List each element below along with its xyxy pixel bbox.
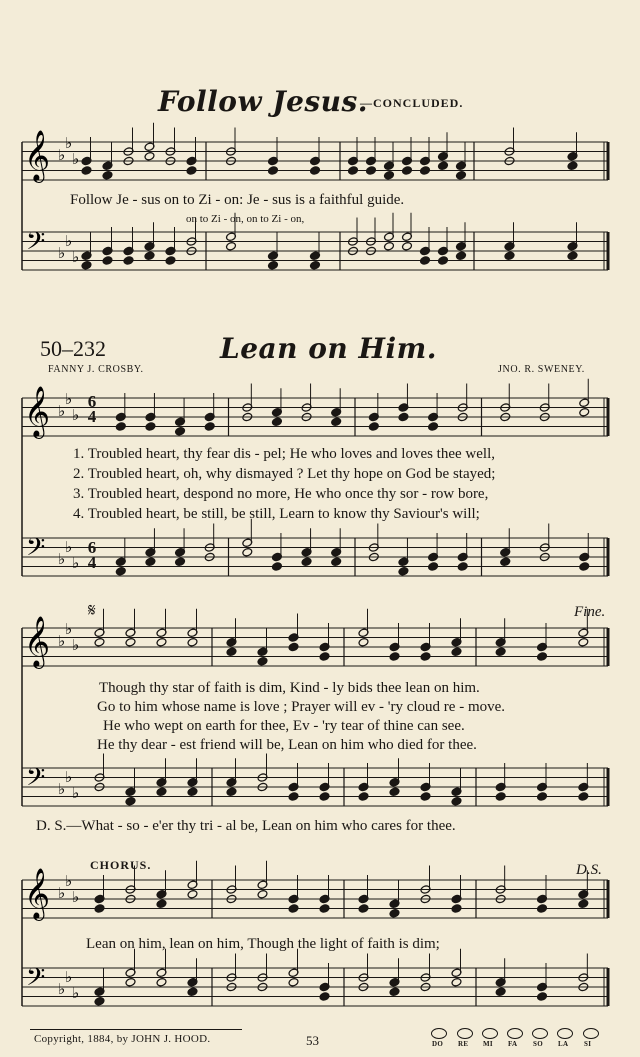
note-head [144, 251, 155, 261]
note-head [156, 977, 167, 987]
flat-sign-icon: ♭ [72, 984, 80, 1002]
note-head [537, 992, 548, 1002]
note-head [537, 792, 548, 802]
verse-line-3: 3. Troubled heart, despond no more, He who once thy sor - row bore, [73, 486, 489, 502]
treble-clef-icon: 𝄞 [24, 386, 51, 437]
verse3-line-2: Go to him whose name is love ; Prayer will ev - 'ry cloud re - move. [97, 699, 506, 715]
solfege-label-si: SI [584, 1040, 592, 1048]
note-head [451, 977, 462, 987]
solfege-label-fa: FA [508, 1040, 518, 1048]
note-head [402, 166, 413, 176]
note-head [115, 566, 126, 576]
hymn-title-lean-on-him: Lean on Him. [220, 332, 437, 365]
flat-sign-icon: ♭ [58, 980, 66, 998]
note-head [579, 562, 590, 572]
flat-sign-icon: ♭ [58, 884, 66, 902]
note-head [438, 256, 449, 266]
note-head [578, 792, 589, 802]
note-head [456, 251, 467, 261]
note-head [319, 652, 330, 662]
note-head [288, 792, 299, 802]
treble-clef-icon: 𝄞 [24, 130, 51, 181]
chorus-lyric: Lean on him, lean on him, Though the light of faith is dim; [86, 936, 440, 952]
note-head [94, 996, 105, 1006]
page-number: 53 [306, 1033, 319, 1048]
note-head [358, 904, 369, 914]
note-head [301, 557, 312, 567]
note-head [115, 422, 126, 432]
note-head [156, 787, 167, 797]
bass-clef-icon: 𝄢 [26, 227, 46, 262]
note-head [389, 787, 400, 797]
note-head [125, 796, 136, 806]
lyric-follow-jesus-echo: on to Zi - on, on to Zi - on, [186, 213, 305, 225]
verse3-line-1: Though thy star of faith is dim, Kind - ly bids thee lean on him. [99, 680, 480, 696]
note-head [420, 792, 431, 802]
note-head [384, 241, 395, 251]
note-head [144, 151, 155, 161]
note-head [288, 977, 299, 987]
note-head [428, 562, 439, 572]
note-head [187, 787, 198, 797]
flat-sign-icon: ♭ [58, 550, 66, 568]
note-head [288, 904, 299, 914]
note-head [319, 792, 330, 802]
copyright-notice: Copyright, 1884, by JOHN J. HOOD. [34, 1033, 211, 1045]
note-head [319, 904, 330, 914]
note-head [438, 161, 449, 171]
note-head [94, 637, 105, 647]
note-head [187, 987, 198, 997]
note-head [145, 422, 156, 432]
composer-credit: JNO. R. SWENEY. [498, 364, 585, 375]
flat-sign-icon: ♭ [65, 232, 73, 250]
note-head [366, 166, 377, 176]
note-head [537, 652, 548, 662]
note-head [226, 787, 237, 797]
note-head [500, 557, 511, 567]
hymn-title-follow-jesus: Follow Jesus. [158, 85, 369, 118]
flat-sign-icon: ♭ [72, 888, 80, 906]
note-head [348, 166, 359, 176]
treble-clef-icon: 𝄞 [24, 868, 51, 919]
chorus-label: CHORUS. [90, 858, 152, 872]
note-head [310, 260, 321, 270]
note-head [175, 557, 186, 567]
flat-sign-icon: ♭ [72, 248, 80, 266]
flat-sign-icon: ♭ [72, 554, 80, 572]
note-head [398, 412, 409, 422]
ds-lyric-line: D. S.—What - so - e'er thy tri - al be, Lean on him who cares for thee. [36, 818, 456, 834]
hymn-number: 50–232 [40, 336, 106, 361]
note-head [451, 904, 462, 914]
bass-clef-icon: 𝄢 [26, 763, 46, 798]
note-head [331, 557, 342, 567]
note-head [175, 426, 186, 436]
note-head [310, 166, 321, 176]
note-head [94, 904, 105, 914]
flat-sign-icon: ♭ [65, 968, 73, 986]
fine-marker: Fine. [574, 604, 606, 620]
note-head [389, 908, 400, 918]
note-head [331, 417, 342, 427]
verse3-line-4: He thy dear - est friend will be, Lean on him who died for thee. [97, 737, 477, 753]
note-head [257, 656, 268, 666]
segno-sign: 𝄋 [88, 600, 96, 620]
flat-sign-icon: ♭ [65, 768, 73, 786]
bass-clef-icon: 𝄢 [26, 963, 46, 998]
solfege-label-do: DO [432, 1040, 444, 1048]
note-head [402, 241, 413, 251]
flat-sign-icon: ♭ [58, 146, 66, 164]
flat-sign-icon: ♭ [72, 784, 80, 802]
note-head [428, 422, 439, 432]
note-head [578, 899, 589, 909]
note-head [495, 987, 506, 997]
note-head [537, 904, 548, 914]
note-head [156, 899, 167, 909]
flat-sign-icon: ♭ [72, 636, 80, 654]
verse-line-2: 2. Troubled heart, oh, why dismayed ? Let thy hope on God be stayed; [73, 466, 496, 482]
note-head [451, 647, 462, 657]
note-head [389, 987, 400, 997]
note-head [242, 547, 253, 557]
time-signature-treble: 6 4 [87, 392, 97, 426]
note-head [578, 637, 589, 647]
flat-sign-icon: ♭ [65, 538, 73, 556]
lyric-follow-jesus-main: Follow Je - sus on to Zi - on: Je - sus is a faithful guide. [70, 192, 405, 208]
flat-sign-icon: ♭ [58, 780, 66, 798]
note-head [204, 422, 215, 432]
note-head [319, 992, 330, 1002]
note-head [165, 256, 176, 266]
note-head [567, 251, 578, 261]
note-head [257, 889, 268, 899]
solfege-label-re: RE [458, 1040, 469, 1048]
time-signature-bass: 6 4 [87, 538, 97, 572]
flat-sign-icon: ♭ [65, 620, 73, 638]
note-head [288, 642, 299, 652]
note-head [358, 792, 369, 802]
note-head [389, 652, 400, 662]
author-credit: FANNY J. CROSBY. [48, 364, 144, 375]
note-head [271, 417, 282, 427]
note-head [186, 166, 197, 176]
note-head [81, 260, 92, 270]
note-head [398, 566, 409, 576]
note-head [123, 256, 134, 266]
note-head [567, 161, 578, 171]
bass-clef-icon: 𝄢 [26, 533, 46, 568]
note-head [81, 166, 92, 176]
note-head [358, 637, 369, 647]
ds-marker: D.S. [576, 862, 602, 878]
flat-sign-icon: ♭ [58, 244, 66, 262]
verse-line-1: 1. Troubled heart, thy fear dis - pel; He who loves and loves thee well, [73, 446, 495, 462]
note-head [495, 647, 506, 657]
note-head [226, 241, 237, 251]
solfege-label-mi: MI [483, 1040, 493, 1048]
verse3-line-3: He who wept on earth for thee, Ev - 'ry tear of thine can see. [103, 718, 465, 734]
flat-sign-icon: ♭ [72, 406, 80, 424]
note-head [420, 652, 431, 662]
flat-sign-icon: ♭ [65, 390, 73, 408]
flat-sign-icon: ♭ [58, 402, 66, 420]
note-head [156, 637, 167, 647]
flat-sign-icon: ♭ [65, 134, 73, 152]
note-head [226, 647, 237, 657]
verse-line-4: 4. Troubled heart, be still, be still, Learn to know thy Saviour's will; [73, 506, 480, 522]
note-head [187, 637, 198, 647]
treble-clef-icon: 𝄞 [24, 616, 51, 667]
note-head [102, 170, 113, 180]
note-head [384, 170, 395, 180]
note-head [268, 166, 279, 176]
note-head [102, 256, 113, 266]
note-head [420, 166, 431, 176]
note-head [457, 562, 468, 572]
note-head [125, 637, 136, 647]
note-head [420, 256, 431, 266]
solfege-label-la: LA [558, 1040, 569, 1048]
note-head [368, 422, 379, 432]
note-head [271, 562, 282, 572]
solfege-label-so: SO [533, 1040, 543, 1048]
note-head [579, 407, 590, 417]
note-head [495, 792, 506, 802]
note-head [451, 796, 462, 806]
note-head [456, 170, 467, 180]
flat-sign-icon: ♭ [58, 632, 66, 650]
note-head [125, 977, 136, 987]
note-head [187, 889, 198, 899]
note-head [145, 557, 156, 567]
flat-sign-icon: ♭ [72, 150, 80, 168]
note-head [268, 260, 279, 270]
note-head [504, 251, 515, 261]
hymn-title-suffix: —CONCLUDED. [360, 96, 464, 110]
flat-sign-icon: ♭ [65, 872, 73, 890]
